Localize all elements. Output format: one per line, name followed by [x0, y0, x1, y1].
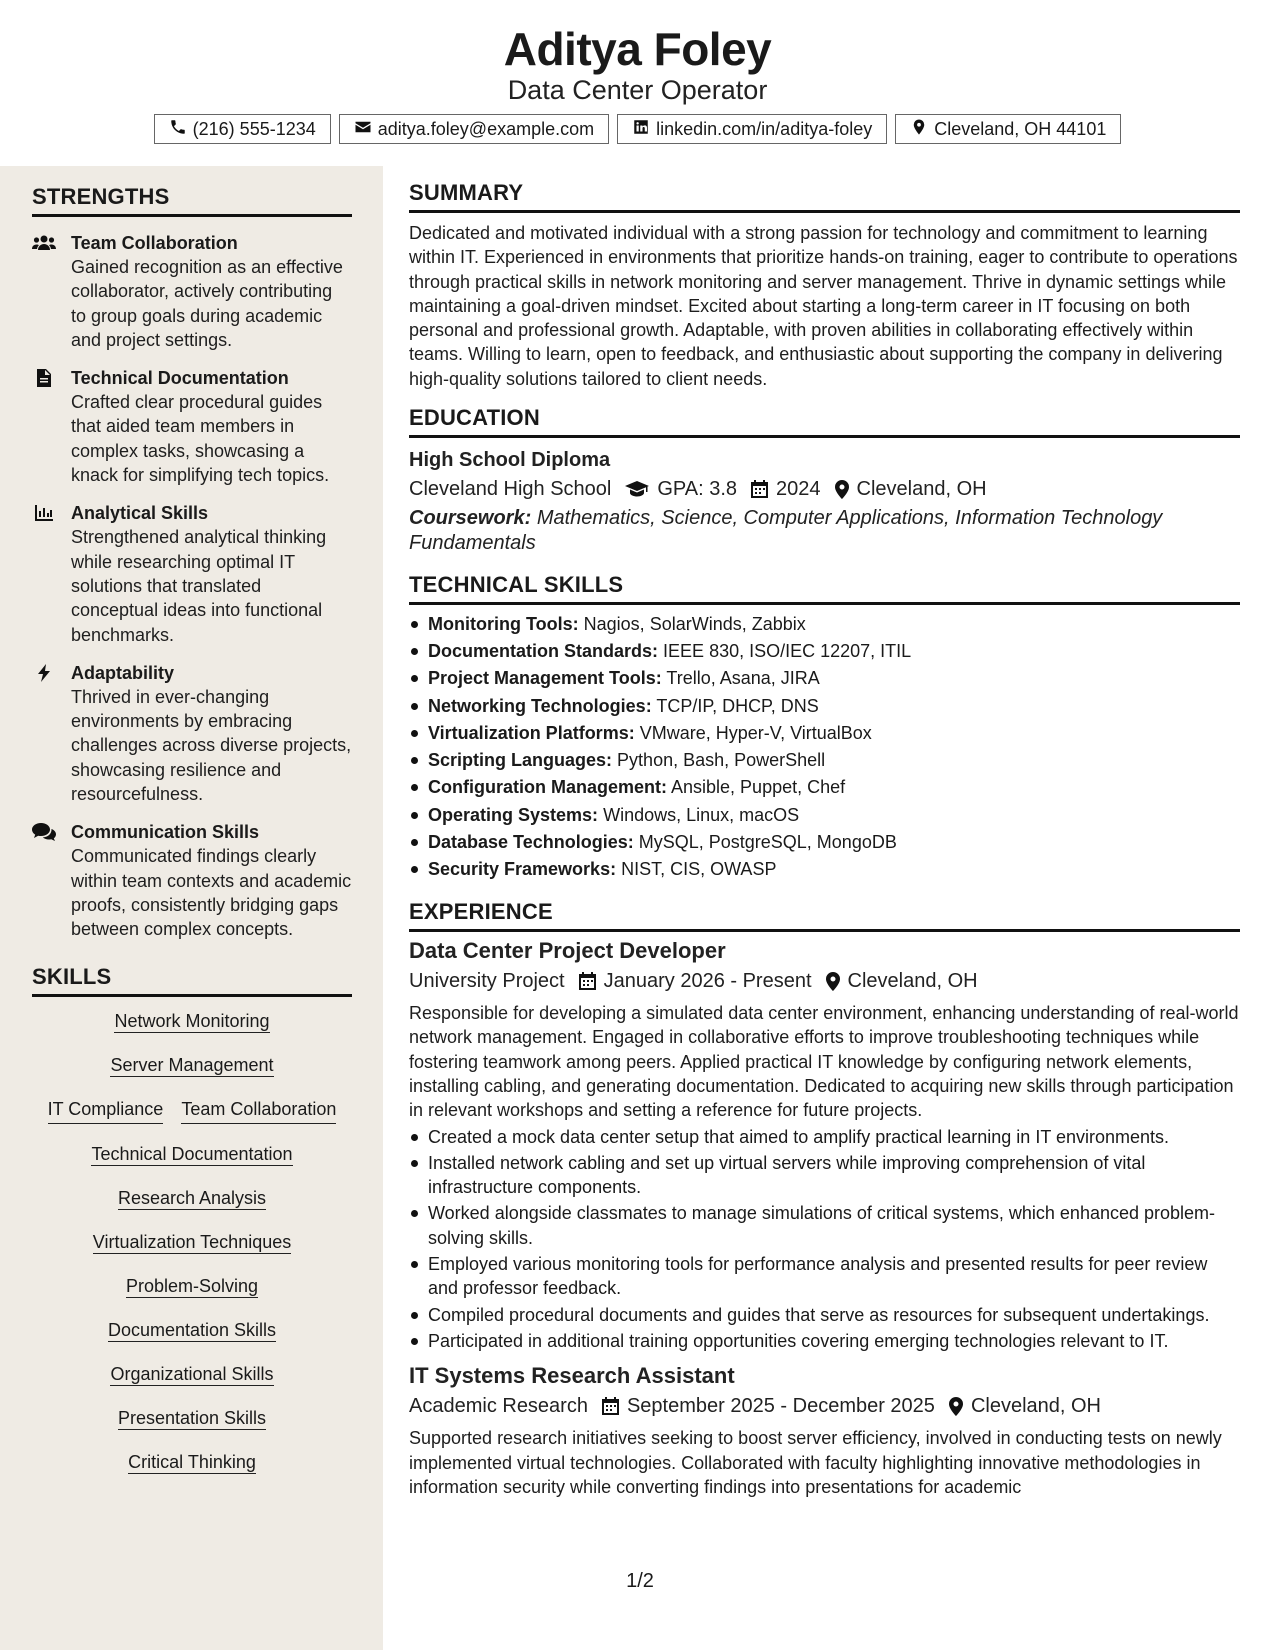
skills-section [32, 964, 352, 1494]
job-meta [409, 966, 1240, 996]
job-org: Academic Research [409, 1395, 588, 1418]
strength-item [32, 366, 352, 487]
job-org: University Project [409, 970, 565, 993]
list-item: Security Frameworks: NIST, CIS, OWASP [409, 856, 1240, 883]
strength-title: Analytical Skills [71, 503, 209, 524]
skills-heading: SKILLS [32, 964, 352, 997]
list-item: Monitoring Tools: Nagios, SolarWinds, Zabbix [409, 611, 1240, 638]
job-description: Responsible for developing a simulated data center environment, enhancing understanding of real-world network management. Engaged in collaborative efforts to improve troubleshooting techniques while fostering teamwork among peers. Applied practical IT knowledge by configuring network elements, installing cabling, and generating documentation. Dedicated to acquiring new skills through participation in relevant workshops and setting a reference for future projects. [409, 1003, 1239, 1121]
job-entry [409, 1361, 1240, 1499]
strength-item [32, 231, 352, 352]
job-description: Supported research initiatives seeking to boost server efficiency, involved in conducting tests on newly implemented virtual technologies. Collaborated with faculty highlighting innovative methodologies in information security while converting findings into presentations for academic [409, 1428, 1222, 1497]
gpa-value: GPA: 3.8 [657, 478, 738, 501]
list-item: Installed network cabling and set up virtual servers while improving comprehension of vital infrastructure components. [409, 1151, 1240, 1200]
contact-linkedin[interactable] [617, 114, 887, 144]
list-item: Participated in additional training opportunities covering emerging technologies relevant to IT. [409, 1329, 1240, 1353]
list-item: Scripting Languages: Python, Bash, PowerShell [409, 747, 1240, 774]
job-dates: January 2026 - Present [603, 970, 812, 993]
candidate-name: Aditya Foley [503, 23, 772, 75]
skill-tag-list [32, 1009, 352, 1494]
contact-bar [0, 114, 1275, 144]
sidebar [0, 166, 383, 1650]
location-pin-icon [835, 480, 849, 499]
job-entry [409, 936, 1240, 1353]
school-location: Cleveland, OH [856, 478, 987, 501]
skill-tag: Critical Thinking [128, 1451, 256, 1472]
strength-item [32, 661, 352, 806]
phone-icon [169, 118, 187, 141]
experience-section [409, 899, 1240, 1499]
job-dates: September 2025 - December 2025 [626, 1395, 935, 1418]
calendar-icon [602, 1397, 619, 1415]
skill-tag: Problem-Solving [125, 1275, 259, 1296]
candidate-title: Data Center Operator [507, 75, 768, 105]
job-title: Data Center Project Developer [409, 938, 726, 964]
strength-desc: Crafted clear procedural guides that aided team members in complex tasks, showcasing a knack for simplifying tech topics. [71, 392, 330, 486]
bar-chart-icon [32, 503, 56, 523]
job-bullets [409, 1125, 1240, 1354]
contact-phone[interactable] [154, 114, 331, 144]
job-location: Cleveland, OH [847, 970, 978, 993]
envelope-icon [354, 118, 372, 141]
contact-email-text: aditya.foley@example.com [377, 118, 595, 139]
strength-desc: Thrived in ever-changing environments by embracing challenges across diverse projects, showcasing resilience and resourcefulness. [71, 686, 352, 805]
skill-tag: Documentation Skills [107, 1319, 277, 1340]
education-meta [409, 474, 1240, 504]
skill-tag: Server Management [110, 1054, 274, 1075]
contact-email[interactable] [339, 114, 609, 144]
list-item: Worked alongside classmates to manage simulations of critical systems, which enhanced problem-solving skills. [409, 1201, 1240, 1250]
skill-tag: IT Compliance [48, 1097, 164, 1124]
coursework-list: Mathematics, Science, Computer Applications, Information Technology Fundamentals [409, 507, 1163, 555]
main-column [409, 180, 1240, 1509]
graduation-year: 2024 [776, 478, 821, 501]
skill-tag: Presentation Skills [117, 1407, 267, 1428]
linkedin-icon [632, 118, 650, 141]
contact-linkedin-text: linkedin.com/in/aditya-foley [656, 118, 873, 139]
strength-title: Team Collaboration [71, 233, 238, 253]
coursework-label: Coursework: [409, 507, 532, 530]
school-name: Cleveland High School [409, 478, 612, 501]
coursework [409, 506, 1240, 556]
technical-skills-section [409, 572, 1240, 883]
skill-tag: Research Analysis [117, 1187, 267, 1208]
list-item: Project Management Tools: Trello, Asana, JIRA [409, 665, 1240, 692]
summary-section [409, 180, 1240, 391]
strength-title: Communication Skills [71, 822, 260, 843]
strength-item [32, 820, 352, 941]
technical-skills-list [409, 611, 1240, 883]
resume-header [0, 0, 1275, 166]
document-icon [32, 368, 56, 388]
skill-tag: Network Monitoring [114, 1010, 270, 1031]
technical-skills-heading: TECHNICAL SKILLS [409, 572, 1240, 605]
list-item: Virtualization Platforms: VMware, Hyper-V, VirtualBox [409, 720, 1240, 747]
strength-title: Technical Documentation [71, 368, 289, 389]
skill-tag: Organizational Skills [110, 1363, 274, 1384]
users-icon [32, 233, 56, 253]
list-item: Employed various monitoring tools for performance analysis and presented results for peer review and professor feedback. [409, 1252, 1240, 1301]
strengths-heading: STRENGTHS [32, 184, 352, 217]
list-item: Database Technologies: MySQL, PostgreSQL, MongoDB [409, 829, 1240, 856]
location-pin-icon [949, 1397, 963, 1416]
strength-desc: Strengthened analytical thinking while researching optimal IT solutions that translated conceptual ideas into functional benchmarks. [71, 527, 327, 645]
strength-item [32, 501, 352, 646]
strength-title: Adaptability [71, 662, 175, 683]
list-item: Networking Technologies: TCP/IP, DHCP, DNS [409, 693, 1240, 720]
experience-heading: EXPERIENCE [409, 899, 1240, 932]
calendar-icon [751, 480, 768, 498]
contact-phone-text: (216) 555-1234 [192, 118, 316, 139]
comments-icon [32, 822, 56, 842]
calendar-icon [579, 972, 596, 990]
education-heading: EDUCATION [409, 405, 1240, 438]
location-pin-icon [826, 972, 840, 991]
list-item: Operating Systems: Windows, Linux, macOS [409, 802, 1240, 829]
skill-tag: Virtualization Techniques [92, 1231, 292, 1252]
list-item: Compiled procedural documents and guides that serve as resources for subsequent undertakings. [409, 1303, 1240, 1327]
page-number: 1/2 [626, 1570, 654, 1592]
job-title: IT Systems Research Assistant [409, 1363, 735, 1389]
graduation-cap-icon [625, 481, 649, 497]
strength-desc: Communicated findings clearly within team contexts and academic proofs, consistently bridging gaps between complex concepts. [71, 846, 352, 940]
list-item: Configuration Management: Ansible, Puppet, Chef [409, 774, 1240, 801]
job-meta [409, 1391, 1240, 1421]
list-item: Documentation Standards: IEEE 830, ISO/IEC 12207, ITIL [409, 638, 1240, 665]
contact-location[interactable] [895, 114, 1121, 144]
summary-heading: SUMMARY [409, 180, 1240, 213]
list-item: Created a mock data center setup that aimed to amplify practical learning in IT environments. [409, 1125, 1240, 1149]
contact-location-text: Cleveland, OH 44101 [934, 118, 1107, 139]
strength-desc: Gained recognition as an effective collaborator, actively contributing to group goals during academic and project settings. [71, 257, 343, 350]
education-section [409, 405, 1240, 556]
job-location: Cleveland, OH [970, 1395, 1101, 1418]
skill-tag: Technical Documentation [91, 1143, 293, 1164]
bolt-icon [32, 663, 56, 683]
summary-text: Dedicated and motivated individual with a strong passion for technology and commitment to learning within IT. Experienced in environments that prioritize hands-on training, eager to contribute to operations through practical skills in network monitoring and server management. Thrive in dynamic settings while maintaining a goal-driven mindset. Excited about starting a long-term career in IT focusing on both personal and professional growth. Adaptable, with proven abilities in collaborating effectively within teams. Willing to learn, open to feedback, and enthusiastic about supporting the company in delivering high-quality solutions tailored to client needs. [409, 223, 1238, 389]
skill-tag: Team Collaboration [181, 1097, 336, 1124]
location-pin-icon [910, 118, 928, 141]
degree-title: High School Diploma [409, 449, 611, 472]
